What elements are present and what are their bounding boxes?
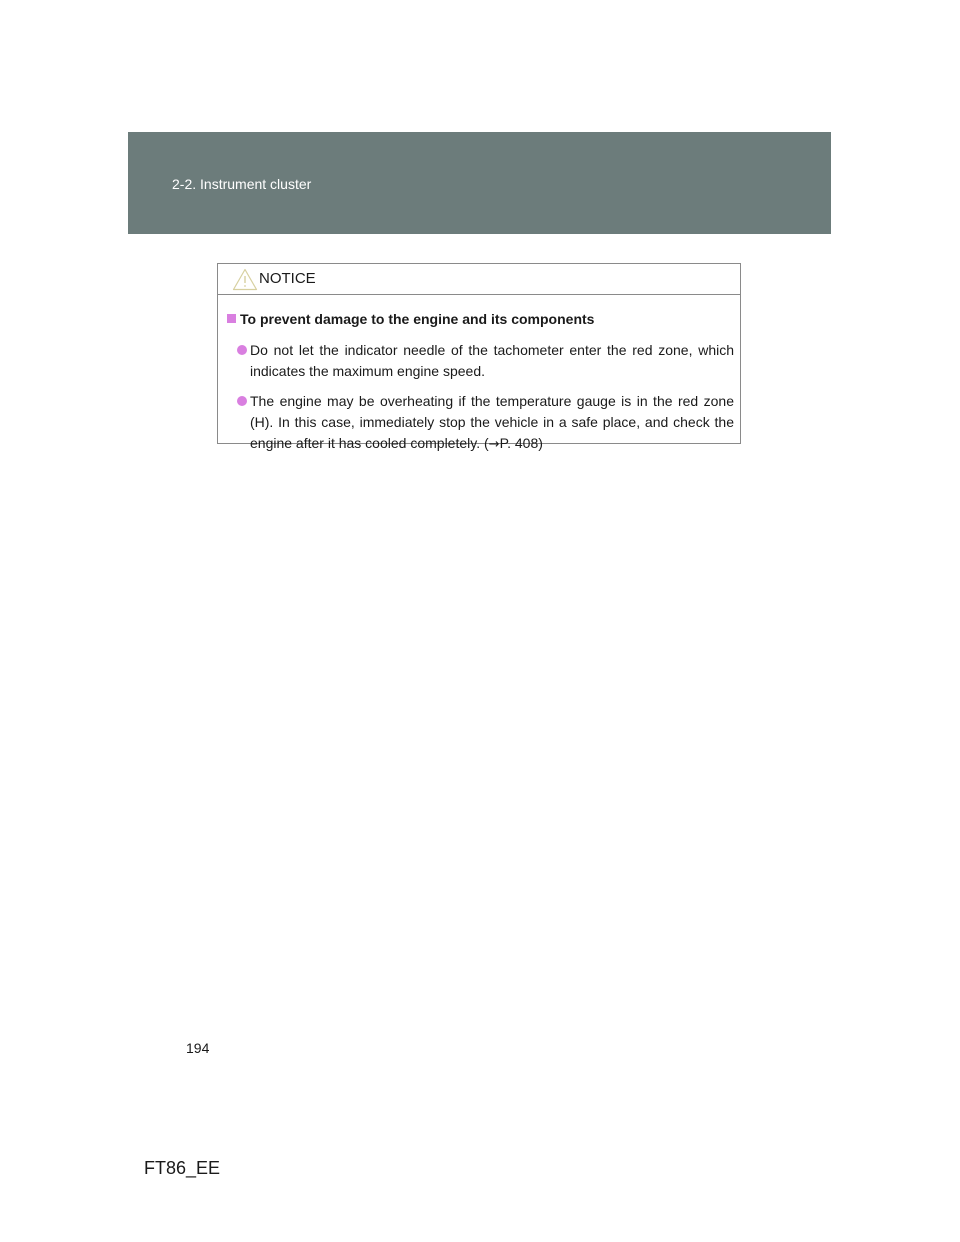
section-title: 2-2. Instrument cluster [172,176,312,192]
notice-body [218,295,740,455]
notice-heading-text: To prevent damage to the engine and its components [240,311,595,327]
round-bullet-icon [237,345,247,355]
list-item-text: The engine may be overheating if the temperature gauge is in the red zone (H). In this case, immediately stop the vehicle in a safe place, and check the engine after it has cooled completely. ( [250,393,734,451]
list-item [227,391,734,455]
document-code: FT86_EE [144,1158,221,1178]
notice-label: NOTICE [259,270,316,287]
square-bullet-icon [227,314,236,323]
notice-heading [227,309,734,330]
list-item [227,340,734,382]
page-number: 194 [186,1040,210,1056]
list-item-text: Do not let the indicator needle of the tachometer enter the red zone, which indicates the maximum engine speed. [250,342,734,379]
warning-triangle-icon [232,268,258,291]
notice-header [218,264,740,295]
page-reference-link[interactable]: P. 408) [499,435,543,451]
header-band [128,132,831,234]
arrow-right-icon: → [488,437,500,452]
notice-box [217,263,741,452]
round-bullet-icon [237,396,247,406]
